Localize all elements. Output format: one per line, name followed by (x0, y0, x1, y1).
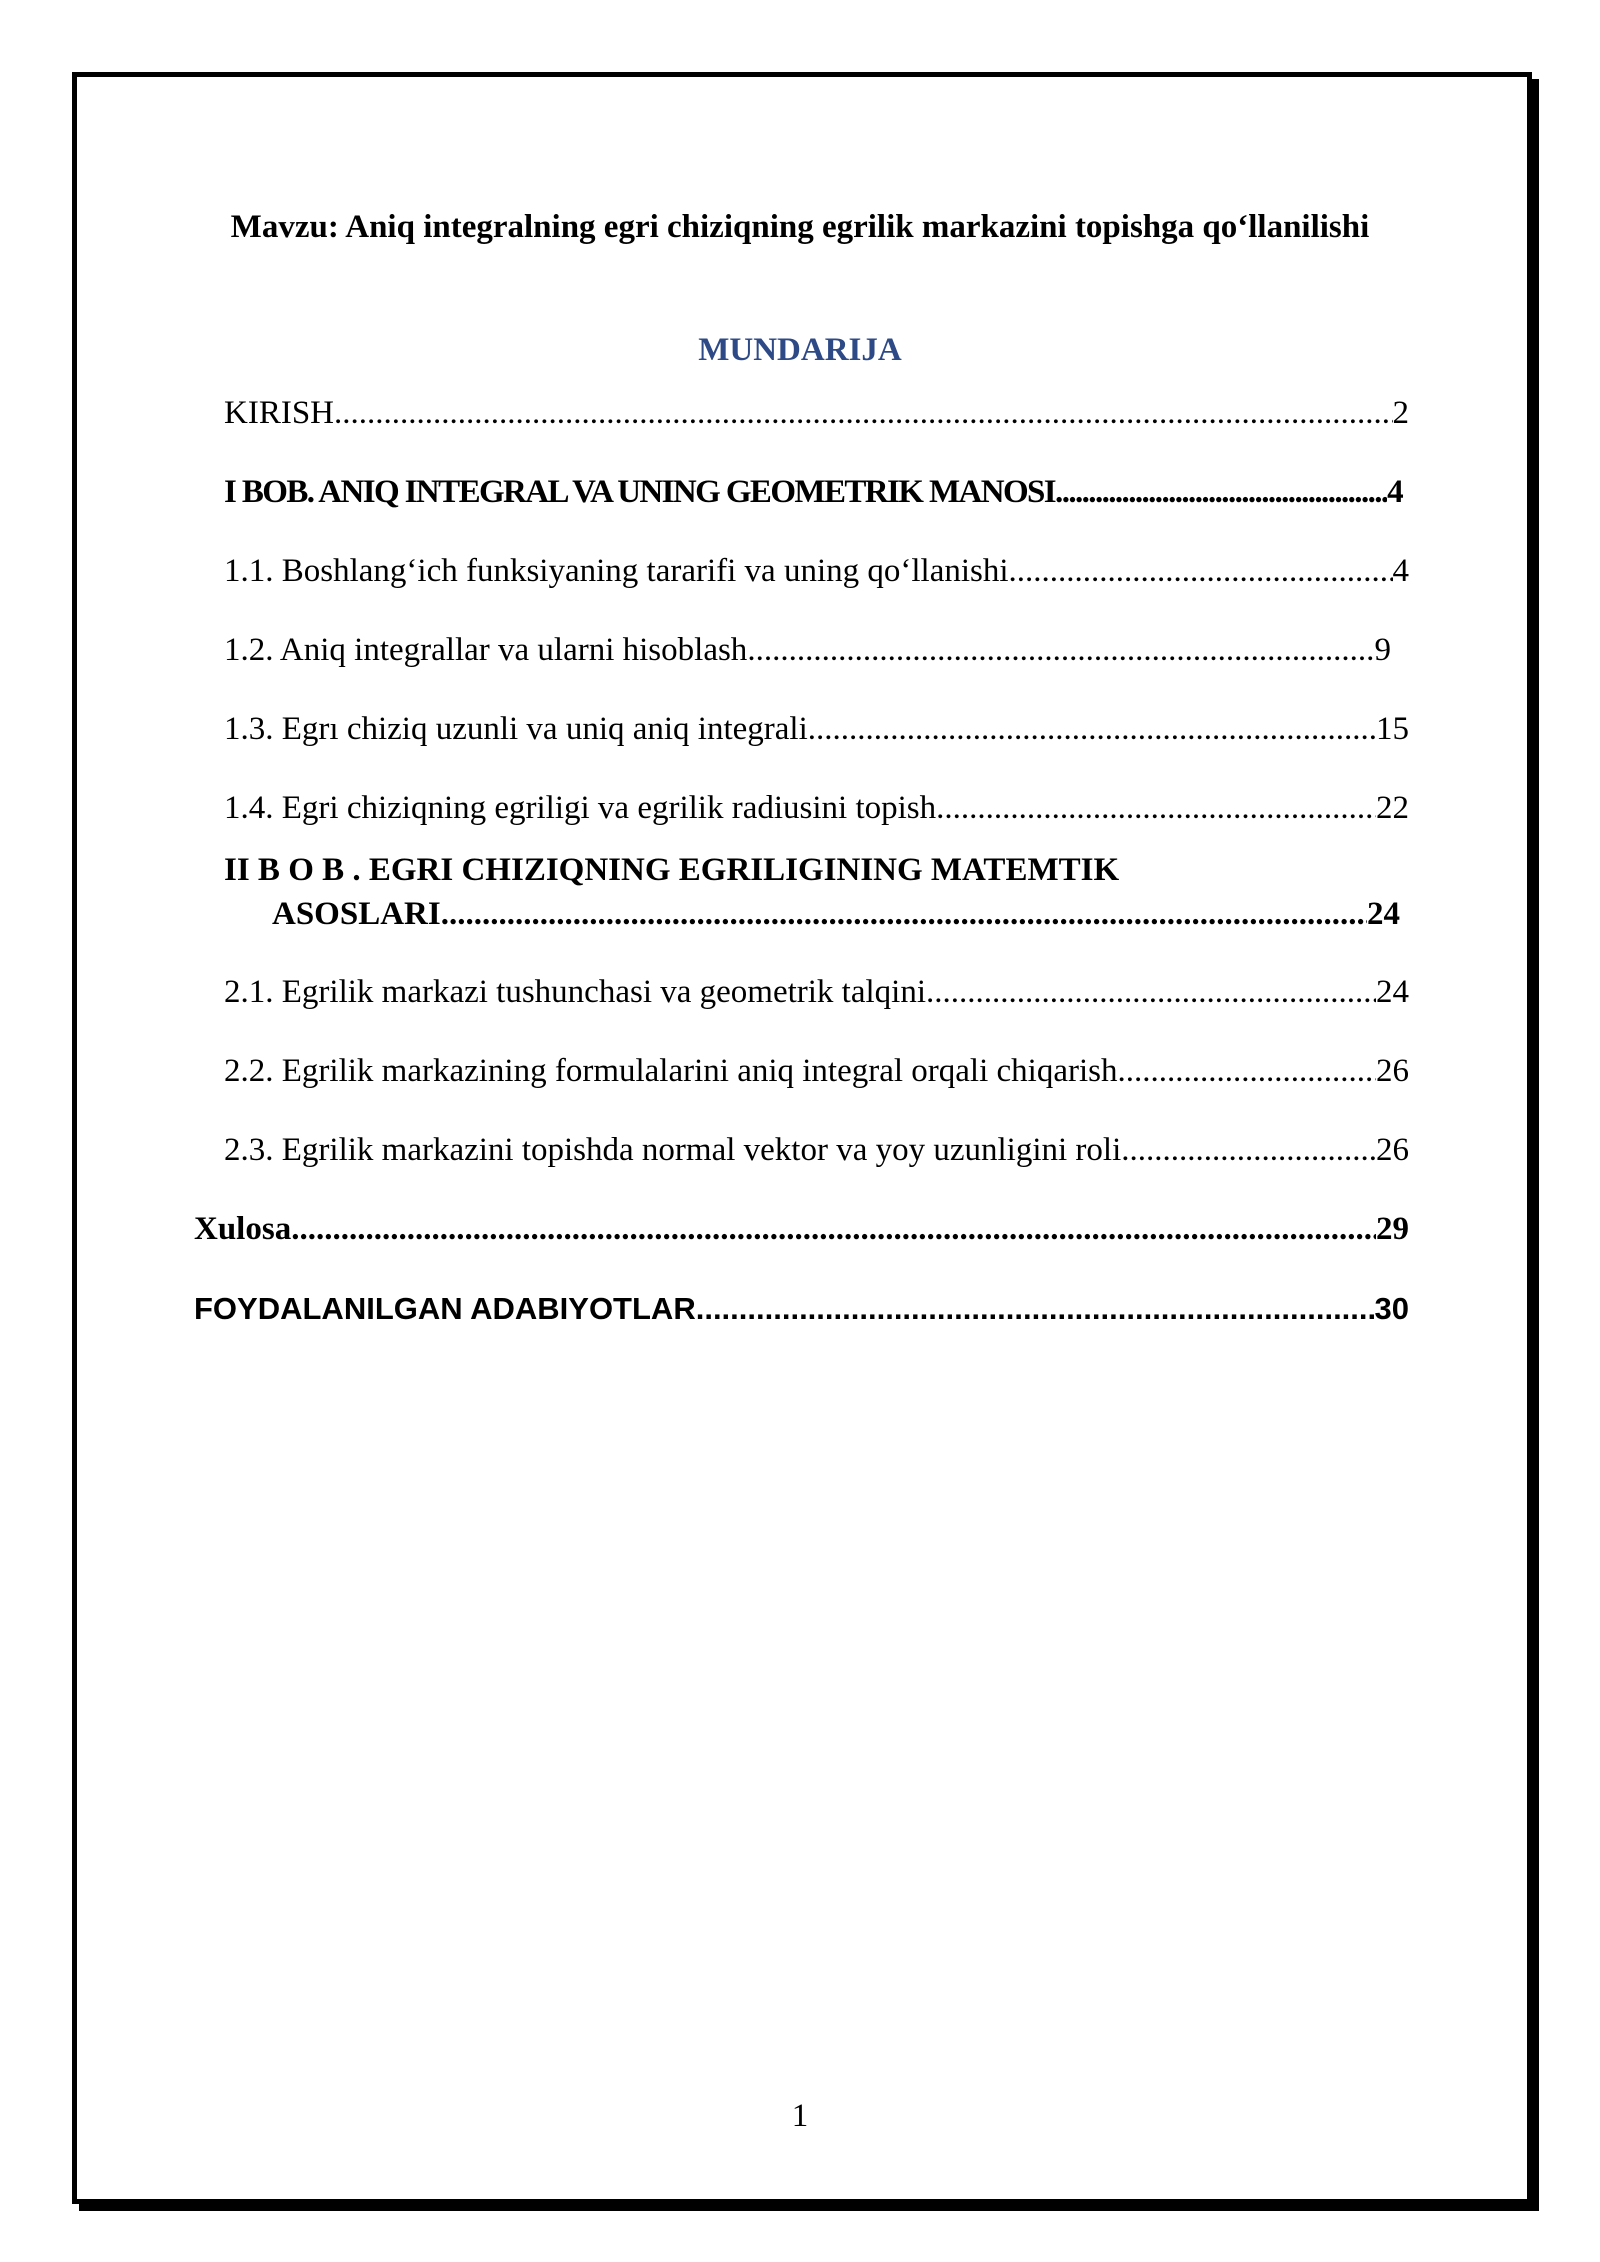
toc-page-number: 30 (1374, 1291, 1409, 1326)
toc-entry-label: 2.1. Egrilik markazi tushunchasi va geometrik talqini (224, 974, 926, 1010)
toc-entry-label: Xulosa (194, 1211, 292, 1247)
toc-page-number: 26 (1376, 1132, 1409, 1168)
toc-entry-references[interactable] (194, 1291, 1409, 1327)
toc-page-number: 9 (1374, 632, 1391, 668)
toc-page-number: 4 (1387, 474, 1402, 510)
toc-page-number: 24 (1376, 974, 1409, 1010)
toc-leader-dots (1121, 1132, 1376, 1169)
toc-entry-1-3[interactable] (224, 711, 1409, 748)
toc-leader-dots (1117, 1053, 1376, 1090)
toc-entry-label: 2.2. Egrilik markazining formulalarini aniq integral orqali chiqarish (224, 1053, 1118, 1089)
toc-entry-label: ASOSLARI (272, 896, 441, 932)
toc-entry-2-1[interactable] (224, 974, 1409, 1011)
toc-page-number: 15 (1376, 711, 1409, 747)
toc-entry-2-2[interactable] (224, 1053, 1409, 1090)
toc-entry-label: 1.2. Aniq integrallar va ularni hisoblash (224, 632, 748, 668)
toc-entry-1-1[interactable] (224, 553, 1409, 590)
toc-entry-chapter-1[interactable] (224, 474, 1402, 511)
toc-leader-dots (441, 896, 1367, 933)
toc-leader-dots (936, 790, 1376, 827)
toc-page-number: 4 (1392, 553, 1409, 589)
toc-page-number: 22 (1376, 790, 1409, 826)
document-title: Mavzu: Aniq integralning egri chiziqning egrilik markazini topishga qo‘llanilishi (230, 209, 1370, 245)
toc-entry-label: KIRISH (224, 395, 335, 431)
toc-entry-1-2[interactable] (224, 632, 1391, 669)
toc-entry-label: FOYDALANILGAN ADABIYOTLAR (194, 1291, 696, 1326)
toc-leader-dots (808, 711, 1376, 748)
toc-leader-dots (696, 1291, 1375, 1327)
toc-entry-label: 2.3. Egrilik markazini topishda normal vektor va yoy uzunligini roli (224, 1132, 1122, 1168)
page-number: 1 (791, 2098, 809, 2134)
toc-entry-chapter-2-line1[interactable]: II B O B . EGRI CHIZIQNING EGRILIGINING MATEMTIK (224, 852, 1120, 888)
contents-heading: MUNDARIJA (698, 332, 902, 368)
toc-entry-1-4[interactable] (224, 790, 1409, 827)
toc-leader-dots (926, 974, 1376, 1011)
toc-page-number: 2 (1392, 395, 1409, 431)
toc-entry-2-3[interactable] (224, 1132, 1409, 1169)
toc-leader-dots (334, 395, 1392, 432)
toc-leader-dots (747, 632, 1374, 669)
toc-entry-label: 1.3. Egrı chiziq uzunli va uniq aniq integrali (224, 711, 808, 747)
toc-entry-introduction[interactable] (224, 395, 1409, 432)
toc-entry-chapter-2[interactable] (272, 896, 1400, 933)
toc-entry-label: I BOB. ANIQ INTEGRAL VA UNING GEOMETRIK MANOSI (224, 474, 1056, 510)
toc-leader-dots (291, 1211, 1376, 1248)
toc-entry-label: 1.1. Boshlang‘ich funksiyaning tararifi va uning qo‘llanishi (224, 553, 1009, 589)
toc-page-number: 29 (1376, 1211, 1409, 1247)
toc-page-number: 24 (1367, 896, 1400, 932)
toc-entry-label: 1.4. Egri chiziqning egriligi va egrilik radiusini topish (224, 790, 937, 826)
toc-entry-conclusion[interactable] (194, 1211, 1409, 1248)
toc-leader-dots (1055, 474, 1387, 511)
toc-leader-dots (1009, 553, 1393, 590)
toc-page-number: 26 (1376, 1053, 1409, 1089)
